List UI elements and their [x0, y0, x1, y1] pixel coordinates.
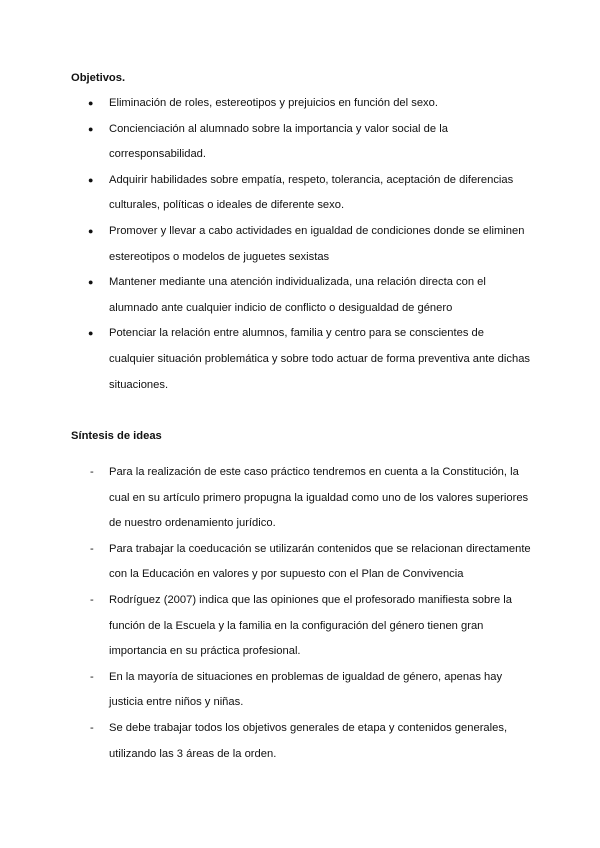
objetivo-line: corresponsabilidad. — [109, 148, 207, 161]
sintesis-item-4 — [71, 665, 549, 716]
dash-marker: - — [90, 670, 94, 683]
objetivo-item-1 — [71, 91, 547, 117]
bullet-icon: ● — [88, 123, 94, 134]
bullet-icon: ● — [88, 98, 94, 108]
bullet-icon: ● — [88, 174, 94, 185]
objetivo-line: Concienciación al alumnado sobre la importancia y valor social de la — [109, 122, 448, 135]
sintesis-line: utilizando las 3 áreas de la orden. — [109, 747, 277, 760]
sintesis-line: Rodríguez (2007) indica que las opiniones que el profesorado manifiesta sobre la — [109, 593, 513, 606]
sintesis-item-3 — [71, 588, 549, 665]
dash-marker: - — [90, 593, 94, 606]
dash-marker: - — [90, 542, 94, 555]
sintesis-line: Para trabajar la coeducación se utilizarán contenidos que se relacionan directamente — [109, 542, 531, 555]
sintesis-line: función de la Escuela y la familia en la configuración del género tienen gran — [109, 619, 484, 632]
dash-marker: - — [90, 466, 94, 478]
sintesis-heading: Síntesis de ideas — [71, 430, 162, 442]
objetivo-item-4 — [71, 219, 547, 270]
bullet-icon: ● — [88, 225, 94, 236]
objetivo-line: Mantener mediante una atención individualizada, una relación directa con el — [109, 276, 486, 289]
sintesis-line: Se debe trabajar todos los objetivos generales de etapa y contenidos generales, — [109, 721, 508, 734]
objetivo-item-6 — [71, 321, 547, 398]
sintesis-line: Para la realización de este caso práctico tendremos en cuenta a la Constitución, la — [109, 466, 519, 478]
sintesis-list — [71, 460, 549, 767]
objetivos-heading: Objetivos. — [71, 72, 126, 84]
objetivo-item-3 — [71, 168, 547, 219]
sintesis-item-5 — [71, 716, 549, 767]
sintesis-line: con la Educación en valores y por supuesto con el Plan de Convivencia — [109, 568, 464, 581]
sintesis-line: de nuestro ordenamiento jurídico. — [109, 517, 276, 530]
bullet-icon: ● — [88, 328, 94, 339]
objetivos-list — [71, 91, 547, 398]
objetivo-line: Potenciar la relación entre alumnos, familia y centro para se conscientes de — [109, 327, 484, 340]
sintesis-item-2 — [71, 537, 549, 588]
bullet-icon: ● — [88, 277, 94, 288]
objetivo-line: Eliminación de roles, estereotipos y prejuicios en función del sexo. — [109, 97, 438, 109]
objetivo-line: cualquier situación problemática y sobre todo actuar de forma preventiva ante dichas — [109, 352, 531, 365]
sintesis-line: justicia entre niños y niñas. — [109, 696, 244, 709]
objetivo-line: culturales, políticas o ideales de diferente sexo. — [109, 199, 345, 212]
objetivo-line: estereotipos o modelos de juguetes sexistas — [109, 250, 330, 263]
sintesis-line: En la mayoría de situaciones en problemas de igualdad de género, apenas hay — [109, 670, 503, 683]
dash-marker: - — [90, 721, 94, 734]
objetivo-line: Promover y llevar a cabo actividades en igualdad de condiciones donde se eliminen — [109, 224, 525, 237]
objetivo-line: alumnado ante cualquier indicio de conflicto o desigualdad de género — [109, 301, 453, 314]
sintesis-line: cual en su artículo primero propugna la igualdad como uno de los valores superiores — [109, 491, 529, 504]
objetivo-item-5 — [71, 270, 547, 321]
objetivo-line: Adquirir habilidades sobre empatía, respeto, tolerancia, aceptación de diferencias — [109, 173, 514, 186]
sintesis-line: importancia en su práctica profesional. — [109, 645, 301, 658]
sintesis-item-1 — [71, 460, 549, 537]
objetivo-line: situaciones. — [109, 378, 169, 391]
objetivo-item-2 — [71, 117, 547, 168]
